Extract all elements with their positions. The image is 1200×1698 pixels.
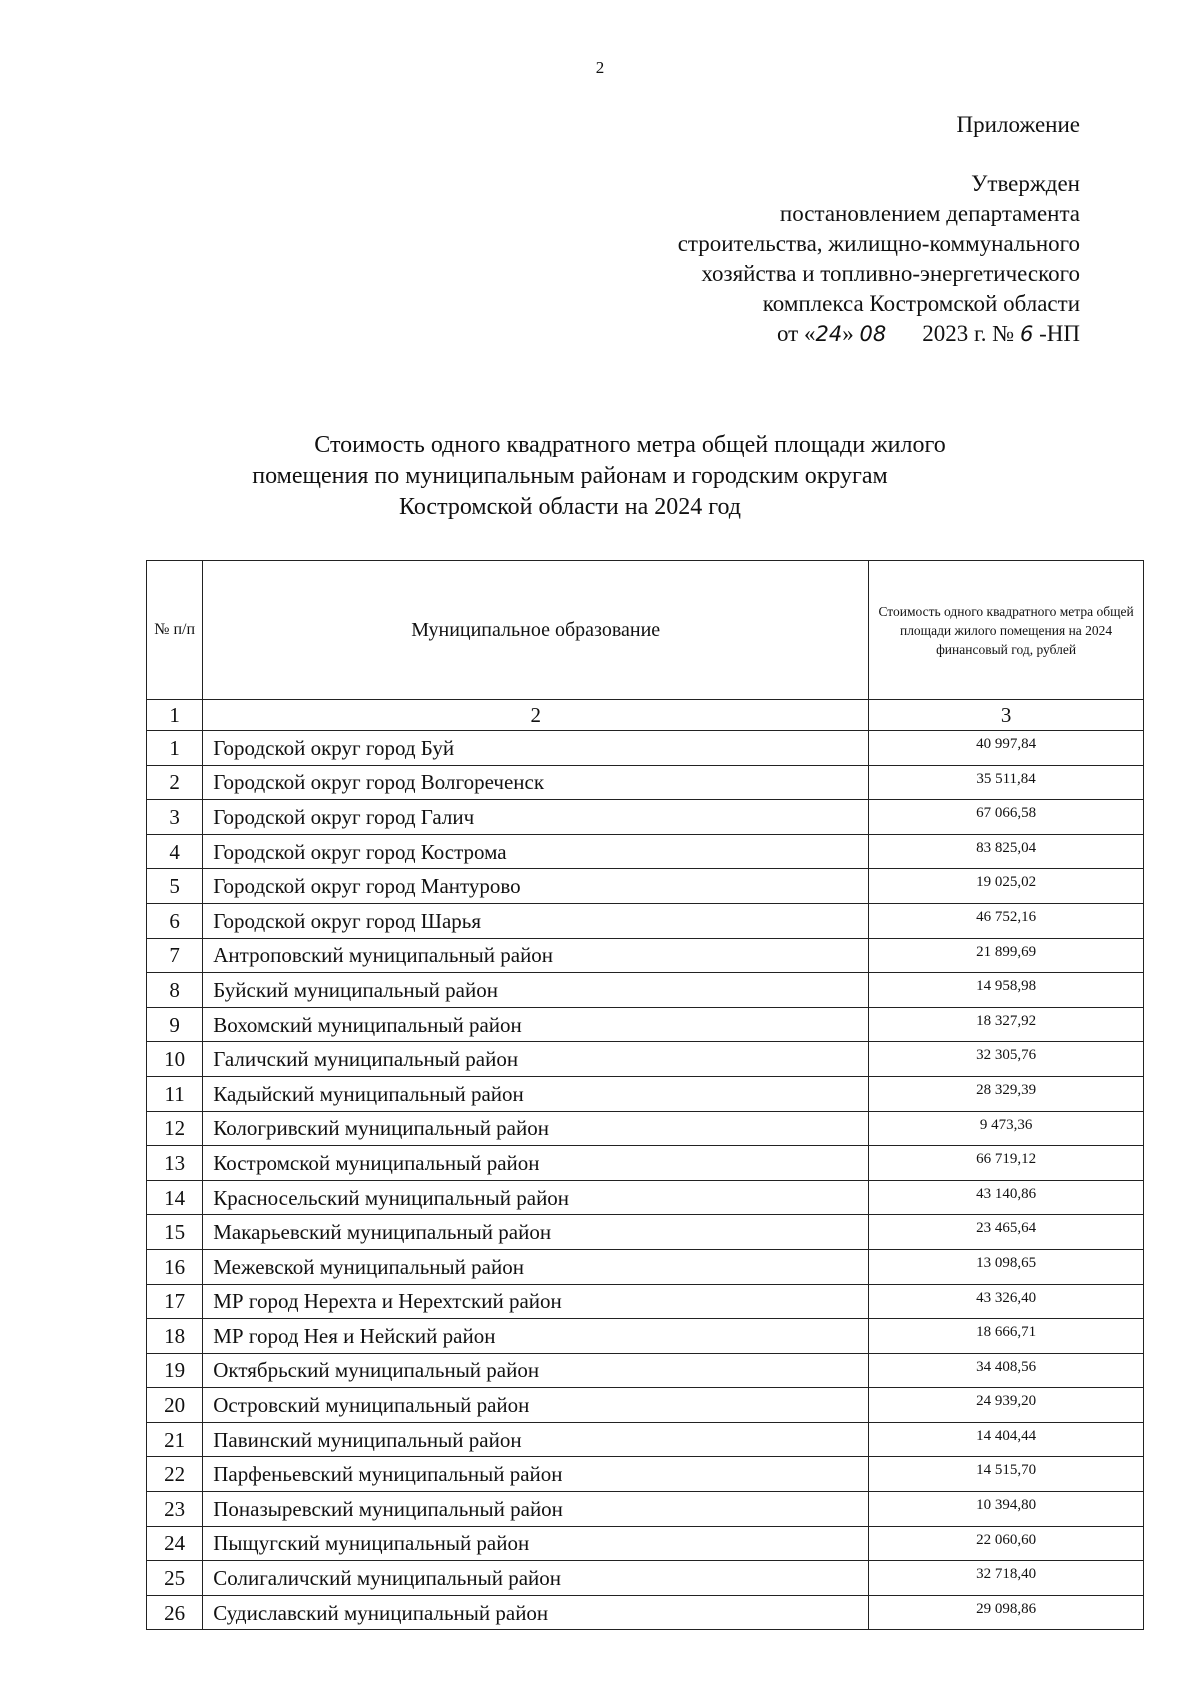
municipality-name: Городской округ город Кострома bbox=[203, 834, 869, 869]
municipality-name: Буйский муниципальный район bbox=[203, 973, 869, 1008]
row-number: 26 bbox=[147, 1595, 203, 1630]
municipality-name: Кадыйский муниципальный район bbox=[203, 1076, 869, 1111]
municipality-name: Солигаличский муниципальный район bbox=[203, 1561, 869, 1596]
cost-value: 43 140,86 bbox=[869, 1180, 1144, 1215]
approval-line: постановлением департамента bbox=[779, 201, 1080, 226]
number-suffix: -НП bbox=[1033, 321, 1080, 346]
row-number: 7 bbox=[147, 938, 203, 973]
approval-line: строительства, жилищно-коммунального bbox=[677, 231, 1080, 256]
municipality-name: Кологривский муниципальный район bbox=[203, 1111, 869, 1146]
header-num: № п/п bbox=[147, 561, 203, 700]
cost-value: 18 666,71 bbox=[869, 1319, 1144, 1354]
table-row bbox=[147, 1492, 1144, 1527]
table-row bbox=[147, 1353, 1144, 1388]
municipality-name: МР город Нея и Нейский район bbox=[203, 1319, 869, 1354]
table-row bbox=[147, 938, 1144, 973]
table-row bbox=[147, 834, 1144, 869]
municipality-name: Парфеньевский муниципальный район bbox=[203, 1457, 869, 1492]
municipality-name: Красносельский муниципальный район bbox=[203, 1180, 869, 1215]
row-number: 8 bbox=[147, 973, 203, 1008]
municipality-name: Павинский муниципальный район bbox=[203, 1422, 869, 1457]
row-number: 25 bbox=[147, 1561, 203, 1596]
municipality-name: Макарьевский муниципальный район bbox=[203, 1215, 869, 1250]
year: 2023 bbox=[922, 321, 969, 346]
municipality-name: Городской округ город Галич bbox=[203, 800, 869, 835]
table-row bbox=[147, 1284, 1144, 1319]
municipality-name: Галичский муниципальный район bbox=[203, 1042, 869, 1077]
municipality-name: Межевской муниципальный район bbox=[203, 1249, 869, 1284]
table-row bbox=[147, 1388, 1144, 1423]
row-number: 14 bbox=[147, 1180, 203, 1215]
handwritten-month: 08 bbox=[859, 322, 887, 346]
row-number: 13 bbox=[147, 1146, 203, 1181]
row-number: 20 bbox=[147, 1388, 203, 1423]
year-suffix: г. № bbox=[968, 321, 1020, 346]
row-number: 18 bbox=[147, 1319, 203, 1354]
municipality-name: Городской округ город Волгореченск bbox=[203, 765, 869, 800]
table-row bbox=[147, 1526, 1144, 1561]
approval-date-line bbox=[678, 319, 1080, 349]
approval-line: хозяйства и топливно-энергетического bbox=[701, 261, 1080, 286]
date-prefix: от « bbox=[776, 321, 816, 346]
table-row bbox=[147, 1076, 1144, 1111]
cost-value: 14 958,98 bbox=[869, 973, 1144, 1008]
municipality-name: Островский муниципальный район bbox=[203, 1388, 869, 1423]
cost-value: 14 515,70 bbox=[869, 1457, 1144, 1492]
municipality-name: Пыщугский муниципальный район bbox=[203, 1526, 869, 1561]
table-row bbox=[147, 1319, 1144, 1354]
cost-value: 46 752,16 bbox=[869, 903, 1144, 938]
table-row bbox=[147, 1561, 1144, 1596]
row-number: 1 bbox=[147, 731, 203, 766]
municipality-name: Городской округ город Буй bbox=[203, 731, 869, 766]
table-row bbox=[147, 973, 1144, 1008]
cost-value: 9 473,36 bbox=[869, 1111, 1144, 1146]
row-number: 9 bbox=[147, 1007, 203, 1042]
cost-value: 23 465,64 bbox=[869, 1215, 1144, 1250]
title-line: Стоимость одного квадратного метра общей площади жилого bbox=[314, 432, 946, 458]
table-row bbox=[147, 1042, 1144, 1077]
row-number: 4 bbox=[147, 834, 203, 869]
approval-block bbox=[678, 110, 1080, 349]
cost-value: 83 825,04 bbox=[869, 834, 1144, 869]
table-row bbox=[147, 903, 1144, 938]
row-number: 3 bbox=[147, 800, 203, 835]
row-number: 16 bbox=[147, 1249, 203, 1284]
municipality-name: МР город Нерехта и Нерехтский район bbox=[203, 1284, 869, 1319]
municipality-name: Поназыревский муниципальный район bbox=[203, 1492, 869, 1527]
date-mid: » bbox=[842, 321, 860, 346]
row-number: 21 bbox=[147, 1422, 203, 1457]
cost-value: 21 899,69 bbox=[869, 938, 1144, 973]
table-row bbox=[147, 869, 1144, 904]
handwritten-number: 6 bbox=[1019, 322, 1034, 346]
page-number: 2 bbox=[595, 58, 605, 77]
header-value: Стоимость одного квадратного метра общей площади жилого помещения на 2024 финансовый год, рублей bbox=[869, 561, 1144, 700]
row-number: 19 bbox=[147, 1353, 203, 1388]
table-row bbox=[147, 1457, 1144, 1492]
table-row bbox=[147, 1595, 1144, 1630]
table-row bbox=[147, 1111, 1144, 1146]
municipality-name: Октябрьский муниципальный район bbox=[203, 1353, 869, 1388]
cost-value: 14 404,44 bbox=[869, 1422, 1144, 1457]
cost-value: 13 098,65 bbox=[869, 1249, 1144, 1284]
municipality-name: Вохомский муниципальный район bbox=[203, 1007, 869, 1042]
table-row bbox=[147, 1007, 1144, 1042]
column-number: 3 bbox=[869, 700, 1144, 731]
row-number: 2 bbox=[147, 765, 203, 800]
row-number: 22 bbox=[147, 1457, 203, 1492]
row-number: 6 bbox=[147, 903, 203, 938]
cost-value: 34 408,56 bbox=[869, 1353, 1144, 1388]
row-number: 5 bbox=[147, 869, 203, 904]
cost-value: 19 025,02 bbox=[869, 869, 1144, 904]
municipality-name: Антроповский муниципальный район bbox=[203, 938, 869, 973]
cost-value: 29 098,86 bbox=[869, 1595, 1144, 1630]
cost-value: 10 394,80 bbox=[869, 1492, 1144, 1527]
handwritten-day: 24 bbox=[815, 322, 843, 346]
row-number: 23 bbox=[147, 1492, 203, 1527]
municipality-name: Городской округ город Мантурово bbox=[203, 869, 869, 904]
cost-value: 24 939,20 bbox=[869, 1388, 1144, 1423]
row-number: 24 bbox=[147, 1526, 203, 1561]
row-number: 15 bbox=[147, 1215, 203, 1250]
cost-value: 32 305,76 bbox=[869, 1042, 1144, 1077]
table-row bbox=[147, 800, 1144, 835]
column-number: 2 bbox=[203, 700, 869, 731]
table-header-row bbox=[147, 561, 1144, 700]
municipality-name: Судиславский муниципальный район bbox=[203, 1595, 869, 1630]
cost-value: 43 326,40 bbox=[869, 1284, 1144, 1319]
cost-value: 67 066,58 bbox=[869, 800, 1144, 835]
title-line: Костромской области на 2024 год bbox=[399, 494, 741, 520]
cost-value: 22 060,60 bbox=[869, 1526, 1144, 1561]
row-number: 12 bbox=[147, 1111, 203, 1146]
column-number: 1 bbox=[147, 700, 203, 731]
municipality-name: Городской округ город Шарья bbox=[203, 903, 869, 938]
cost-value: 35 511,84 bbox=[869, 765, 1144, 800]
table-row bbox=[147, 1249, 1144, 1284]
cost-value: 32 718,40 bbox=[869, 1561, 1144, 1596]
header-name: Муниципальное образование bbox=[203, 561, 869, 700]
cost-table bbox=[146, 560, 1144, 1630]
table-row bbox=[147, 1215, 1144, 1250]
document-title bbox=[160, 430, 1100, 523]
approval-line: комплекса Костромской области bbox=[762, 291, 1080, 316]
municipality-name: Костромской муниципальный район bbox=[203, 1146, 869, 1181]
table-row bbox=[147, 1422, 1144, 1457]
title-line: помещения по муниципальным районам и городским округам bbox=[252, 463, 888, 489]
cost-value: 18 327,92 bbox=[869, 1007, 1144, 1042]
column-number-row bbox=[147, 700, 1144, 731]
approval-line: Утвержден bbox=[971, 171, 1080, 196]
table-row bbox=[147, 731, 1144, 766]
row-number: 10 bbox=[147, 1042, 203, 1077]
row-number: 17 bbox=[147, 1284, 203, 1319]
cost-value: 28 329,39 bbox=[869, 1076, 1144, 1111]
table-row bbox=[147, 1180, 1144, 1215]
table-row bbox=[147, 1146, 1144, 1181]
row-number: 11 bbox=[147, 1076, 203, 1111]
cost-value: 66 719,12 bbox=[869, 1146, 1144, 1181]
cost-value: 40 997,84 bbox=[869, 731, 1144, 766]
table-row bbox=[147, 765, 1144, 800]
appendix-label: Приложение bbox=[956, 112, 1080, 137]
